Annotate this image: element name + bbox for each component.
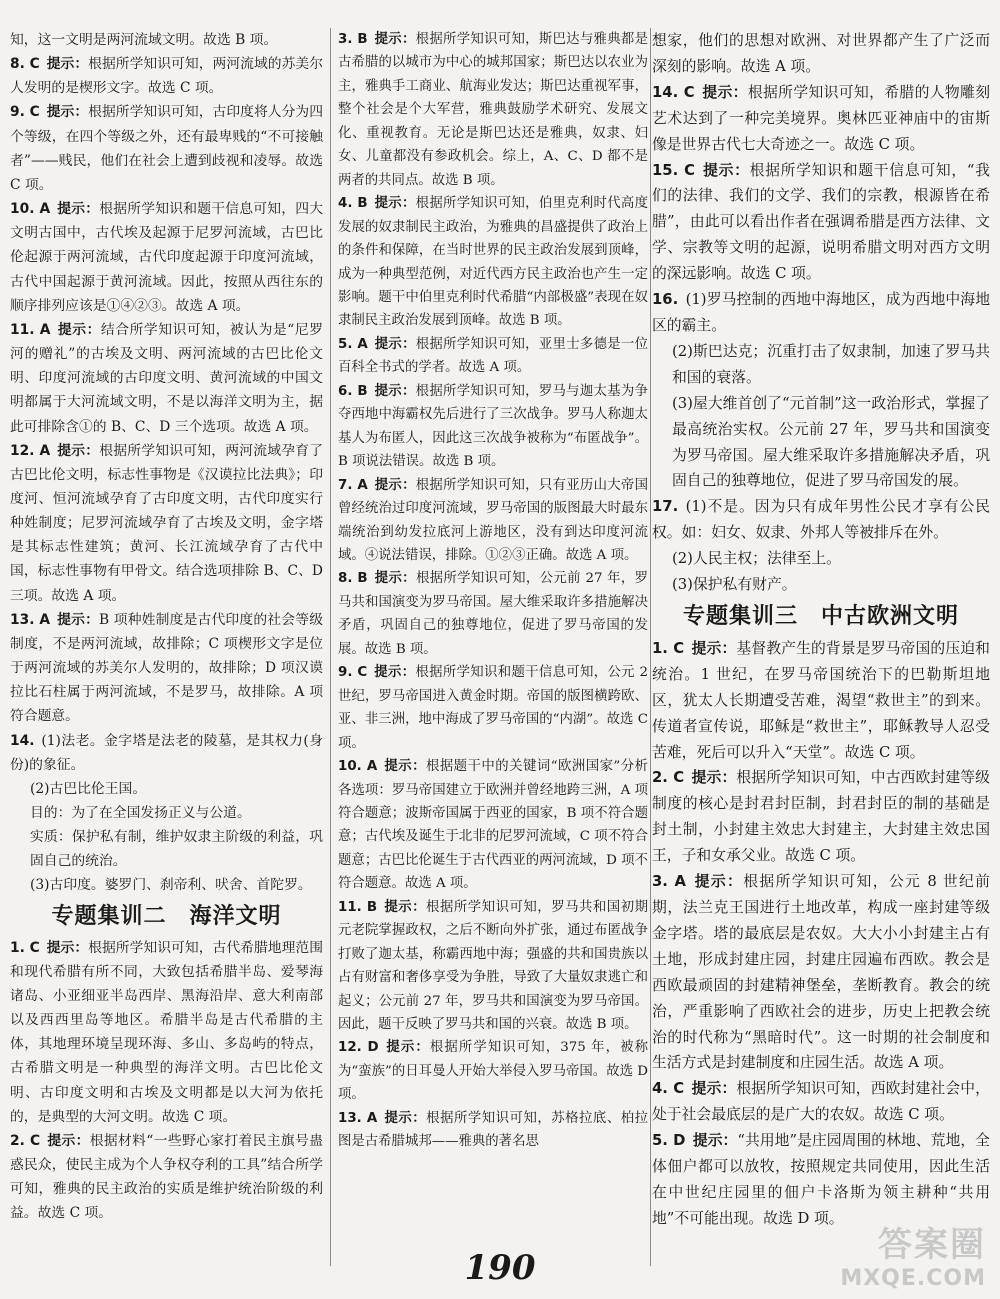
answer-item [652,494,990,546]
hint-label: 提示： [383,1110,427,1126]
question-number: 9. C [338,665,368,681]
question-number: 14. C [652,83,695,101]
answer-text: (1)法老。金字塔是法老的陵墓，是其权力(身份)的象征。 [10,732,323,773]
answer-item [652,80,990,158]
answer-text: 实质：保护私有制，维护奴隶主阶级的利益，巩固自己的统治。 [30,829,323,870]
hint-label: 提示： [702,83,748,101]
hint-label: 提示： [57,321,101,338]
answer-text: “共用地”是庄园周围的林地、荒地，全体佃户都可以放牧，按照规定共同使用，因此生活在中世纪庄园里的佃户卡洛斯为领主耕种“共用地”不可能出现。故选 D 项。 [652,1132,990,1227]
hint-label: 提示： [46,939,89,956]
section-heading: 专题集训三 中古欧洲文明 [682,603,959,629]
hint-label: 提示： [383,899,427,915]
answer-text: 根据所学知识可知，罗马与迦太基为争夺西地中海霸权先后进行了三次战争。罗马人称迦太基人为布匿人，因此这三次战争被称为“布匿战争”。B 项说法错误。故选 B 项。 [338,383,649,470]
column-left [10,28,323,1226]
answer-item [652,1076,990,1128]
answer-text: 根据所学知识可知，中古西欧封建等级制度的核心是封君封臣制，封君封臣的制的基础是封土制，小封建主效忠大封建主，大封建主效忠国王，子和女承父业。故选 C 项。 [652,769,990,865]
question-number: 5. D [652,1132,686,1150]
answer-text: 根据所学知识可知，希腊的人物雕刻艺术达到了一种完美境界。奥林匹亚神庙中的宙斯像是世界古代七大奇迹之一。故选 C 项。 [652,83,990,153]
hint-label: 提示： [46,104,89,121]
answer-text: (3)保护私有财产。 [672,576,797,594]
answer-item [10,936,323,1129]
question-number: 3. A [652,873,686,891]
hint-label: 提示： [46,56,89,73]
question-number: 2. C [10,1132,41,1149]
column-divider [330,28,331,1266]
answer-item [10,873,323,897]
answer-text: (1)罗马控制的西地中海地区，成为西地中海地区的霸主。 [652,291,990,334]
question-number: 12. A [10,442,51,459]
answer-item [338,192,648,333]
question-number: 14. [10,732,35,749]
answer-item [652,287,990,339]
question-number: 1. C [10,939,40,956]
column-right [652,28,990,1232]
question-number: 6. B [338,383,368,399]
answer-text: (3)屋大维首创了“元首制”这一政治形式，掌握了最高统治实权。公元前 27 年，罗马共和国演变为罗马帝国。屋大维采取许多措施解决矛盾，巩固自己的独尊地位，促进了罗马帝国发的展。 [672,394,990,490]
answer-text: 根据所学知识可知，罗马共和国初期元老院掌握政权，之后不断向外扩张，通过布匿战争打败了迦太基，称霸西地中海；强盛的共和国贵族以占有财富和奢侈享受为争胜，导致了大量奴隶逃亡和起义；公元前 27 年，罗马共和国演变为罗马帝国。因此，题干反映了罗马共和国的兴衰。故选 B 项。 [338,899,649,1033]
answer-text: 想家，他们的思想对欧洲、对世界都产生了广泛而深刻的影响。故选 A 项。 [652,32,990,75]
answer-text: 结合所学知识可知，被认为是“尼罗河的赠礼”的古埃及文明、两河流域的古巴比伦文明、印度河流域的古印度文明、黄河流域的中国文明都属于大河流域文明，不是以海洋文明为主，据此可排除含①的 B、C、D 三个选项。故选 A 项。 [10,321,323,435]
question-number: 10. A [10,201,51,218]
answer-item [10,318,323,439]
answer-item [338,333,648,380]
answer-text: 根据所学知识可知，两河流域孕育了古巴比伦文明，标志性事物是《汉谟拉比法典》；印度河、恒河流域孕育了古印度文明，古代印度实行种姓制度；尼罗河流域孕育了古埃及文明，金字塔是其标志性建筑；黄河、长江流域孕育了古代中国，标志性事物有甲骨文。结合选项排除 B、C、D 三项。故选 A 项。 [10,442,323,604]
question-number: 3. B [338,32,368,47]
answer-item [652,636,990,766]
hint-label: 提示： [374,571,416,587]
question-number: 16. [652,291,679,309]
answer-text: 目的：为了在全国发扬正义与公道。 [30,805,251,821]
answer-text: 基督教产生的背景是罗马帝国的压迫和统治。1 世纪，在罗马帝国统治下的巴勒斯坦地区，犹太人长期遭受苦难，渴望“救世主”的到来。传道者宣传说，耶稣是“救世主”，耶稣教导人忍受苦难，死后可以升入“天堂”。故选 C 项。 [652,639,990,761]
answer-item [10,52,323,100]
answer-item [10,825,323,873]
answer-item [652,572,990,598]
question-number: 4. C [652,1080,685,1098]
answer-item [338,474,648,568]
answer-item [10,1129,323,1226]
answer-item [10,608,323,729]
question-number: 2. C [652,769,685,787]
answer-item [338,896,648,1037]
answer-text: 根据所学知识可知，公元 8 世纪前期，法兰克王国进行土地改革，构成一座封建等级金字塔。塔的最底层是农奴。大大小小封建主占有土地，形成封建庄园，封建庄园遍布西欧。教会是西欧最顽固的封建精神堡垒，垄断教育。教会的统治，严重影响了西欧社会的进步，历史上把教会统治的时代称为“黑暗时代”。这一时期的社会制度和生活方式是封建制度和庄园生活。故选 A 项。 [652,873,990,1072]
question-number: 15. C [652,161,695,179]
answer-text: 根据所学知识和题干信息可知，四大文明古国中，古代埃及起源于尼罗河流域，古巴比伦起源于两河流域，古代印度起源于印度河流域，古代中国起源于黄河流域。因此，按照从西往东的顺序排列应该是①④②③。故选 A 项。 [10,201,323,314]
hint-label: 提示： [374,383,416,399]
question-number: 11. A [10,321,51,338]
answer-text: 根据所学知识可知，古代希腊地理范围和现代希腊有所不同，大致包括希腊半岛、爱琴海诸岛、小亚细亚半岛西岸、黑海沿岸、意大利南部以及西西里岛等地区。希腊半岛是古代希腊的主体，其地理环境呈现环海、多山、多岛屿的特点，古希腊文明是一种典型的海洋文明。古巴比伦文明、古印度文明和古埃及文明都是以大河为依托的，是典型的大河文明。故选 C 项。 [10,939,324,1125]
hint-label: 提示： [374,32,416,47]
question-number: 1. C [652,639,685,657]
hint-label: 提示： [693,873,744,891]
answer-text: 根据所学知识和题干信息可知，“我们的法律、我们的文学、我们的宗教，根源皆在希腊”，由此可以看出作者在强调希腊是西方法律、文学、宗教等文明的起源，说明希腊文明对西方文明的深远影响。故选 C 项。 [652,161,990,283]
hint-label: 提示： [691,1080,737,1098]
answer-text: B 项种姓制度是古代印度的社会等级制度，不是两河流域，故排除；C 项楔形文字是位于两河流域的苏美尔人发明的，故排除；D 项汉谟拉比石柱属于两河流域，不是罗马，故排除。A 项符合题意。 [10,611,323,725]
answer-text: (2)人民主权；法律至上。 [672,550,841,568]
question-number: 10. A [338,759,378,775]
answer-item [10,777,323,801]
answer-item [10,197,323,318]
hint-label: 提示： [373,665,416,681]
answer-item [652,765,990,869]
answer-text: (1)不是。因为只有成年男性公民才享有公民权。如：妇女、奴隶、外邦人等被排斥在外。 [652,498,990,542]
question-number: 17. [652,498,679,516]
answer-item [652,158,990,288]
answer-item [10,801,323,825]
answer-text: 根据所学知识可知，公元前 27 年，罗马共和国演变为罗马帝国。屋大维采取许多措施解决矛盾，巩固自己的独尊地位，促进了罗马帝国的发展。故选 B 项。 [338,571,649,657]
answer-item [10,100,323,197]
answer-item [338,661,648,755]
question-number: 13. A [10,611,51,628]
hint-label: 提示： [374,196,416,212]
question-number: 9. C [10,104,40,121]
answer-text: 根据题干中的关键词“欧洲国家”分析各选项：罗马帝国建立于欧洲并曾经地跨三洲，A 项符合题意；波斯帝国属于西亚的国家，B 项不符合题意；古代埃及诞生于北非的尼罗河流域，C 项不符合题意；古巴比伦诞生于古代西亚的两河流域，D 项不符合题意。故选 A 项。 [338,759,648,892]
hint-label: 提示： [374,477,416,493]
answer-text: 根据所学知识可知，两河流域的苏美尔人发明的是楔形文字。故选 C 项。 [10,56,324,97]
answer-text: 根据所学知识可知，西欧封建社会中，处于社会最底层的是广大的农奴。故选 C 项。 [652,1080,990,1124]
hint-label: 提示： [691,769,737,787]
answer-item [338,28,648,192]
question-number: 4. B [338,196,368,212]
hint-label: 提示： [702,161,750,179]
section-heading: 专题集训二 海洋文明 [51,903,282,929]
answer-item [338,1107,648,1154]
page-number: 190 [464,1248,536,1288]
answer-text: 根据所学知识和题干信息可知，公元 2 世纪，罗马帝国进入黄金时期。帝国的版图横跨欧、亚、非三洲，地中海成了罗马帝国的“内湖”。故选 C 项。 [338,665,649,751]
hint-label: 提示： [374,336,416,352]
column-divider [650,28,651,1266]
column-middle [338,28,648,1154]
answer-text: (2)古巴比伦王国。 [30,780,147,797]
answer-text: 根据所学知识可知，只有亚历山大帝国曾经统治过印度河流域，罗马帝国的版图最大时最东端统治到幼发拉底河上游地区，没有到达印度河流域。④说法错误，排除。①②③正确。故选 A 项。 [338,477,648,563]
answer-item [338,755,648,896]
answer-item [652,546,990,572]
answer-text: 根据所学知识可知，斯巴达与雅典都是古希腊的以城市为中心的城邦国家；斯巴达以农业为主，雅典手工商业、航海业发达；斯巴达重视军事，整个社会是个大军营，雅典鼓励学术研究、发展文化、重视教育。无论是斯巴达还是雅典，奴隶、妇女、儿童都没有参政机会。综上，A、C、D 都不是两者的共同点。故选 B 项。 [338,32,649,188]
answer-item [10,729,323,777]
answer-item [338,380,648,474]
answer-item [338,567,648,661]
watermark-logo [786,1217,986,1291]
answer-text: (3)古印度。婆罗门、刹帝利、吠舍、首陀罗。 [30,877,312,894]
hint-label: 提示： [57,611,100,628]
answer-text: 根据材料“一些野心家打着民主旗号蛊惑民众，使民主成为个人争权夺利的工具”结合所学可知，雅典的民主政治的实质是维护统治阶级的利益。故选 C 项。 [10,1132,323,1222]
answer-text: 知，这一文明是两河流域文明。故选 B 项。 [10,32,278,48]
answer-item [652,28,990,80]
watermark-site: MXQE.COM [840,1266,986,1291]
answer-item [10,439,323,608]
hint-label: 提示： [383,759,426,775]
hint-label: 提示： [691,639,737,657]
answer-item [652,869,990,1076]
answer-text: 根据所学知识可知，伯里克利时代高度发展的奴隶制民主政治，为雅典的昌盛提供了政治上的条件和保障，在当时世界的民主政治发展到顶峰，成为一种典型范例，对近代西方民主政治也产生一定影响。题干中伯里克利时代希腊“内部极盛”表现在奴隶制民主政治发展到顶峰。故选 B 项。 [338,196,649,329]
answer-text: 根据所学知识可知，古印度将人分为四个等级，在四个等级之外，还有最卑贱的“不可接触者”——贱民，他们在社会上遭到歧视和凌辱。故选 C 项。 [10,104,324,193]
hint-label: 提示： [692,1132,738,1150]
answer-item [10,28,323,52]
hint-label: 提示： [57,442,100,459]
answer-item [652,391,990,495]
hint-label: 提示： [57,201,100,218]
question-number: 5. A [338,336,368,352]
watermark-logo-text: 答案圈 [878,1225,986,1265]
answer-text: 根据所学知识可知，亚里士多德是一位百科全书式的学者。故选 A 项。 [338,336,648,376]
hint-label: 提示： [385,1040,430,1056]
question-number: 12. D [338,1040,379,1056]
question-number: 13. A [338,1110,378,1126]
hint-label: 提示： [47,1132,90,1149]
question-number: 8. B [338,571,368,587]
answer-text: (2)斯巴达克；沉重打击了奴隶制，加速了罗马共和国的衰落。 [672,342,990,386]
answer-item [338,1036,648,1106]
answer-item [652,339,990,391]
answer-text: 根据所学知识可知，苏格拉底、柏拉图是古希腊城邦——雅典的著名思 [338,1110,649,1150]
question-number: 11. B [338,899,378,915]
question-number: 8. C [10,56,40,73]
answer-text: 根据所学知识可知，375 年，被称为“蛮族”的日耳曼人开始大举侵入罗马帝国。故选 D 项。 [338,1040,649,1103]
question-number: 7. A [338,477,368,493]
